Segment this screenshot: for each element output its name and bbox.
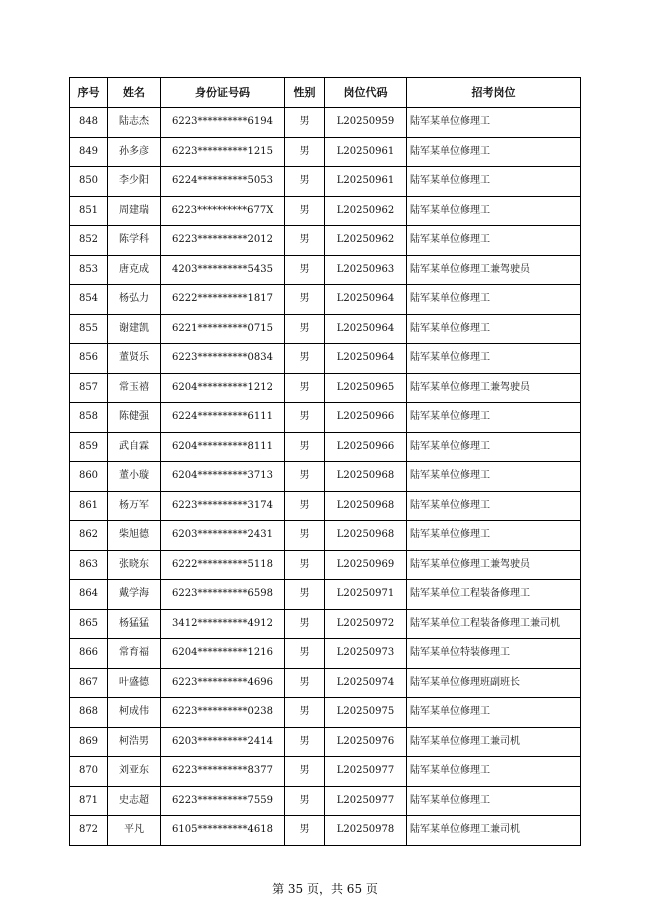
cell-position: 陆军某单位修理工 xyxy=(407,344,581,374)
cell-index: 848 xyxy=(70,108,108,138)
cell-name: 平凡 xyxy=(108,816,161,846)
cell-gender: 男 xyxy=(285,550,325,580)
cell-position: 陆军某单位修理工 xyxy=(407,403,581,433)
cell-gender: 男 xyxy=(285,137,325,167)
cell-name: 唐克成 xyxy=(108,255,161,285)
cell-id-number: 6223**********0834 xyxy=(161,344,285,374)
cell-gender: 男 xyxy=(285,786,325,816)
header-name: 姓名 xyxy=(108,78,161,108)
cell-name: 常玉禧 xyxy=(108,373,161,403)
page-footer: 第 35 页，共 65 页 xyxy=(272,882,378,896)
cell-name: 杨猛猛 xyxy=(108,609,161,639)
cell-gender: 男 xyxy=(285,314,325,344)
cell-position-code: L20250959 xyxy=(325,108,407,138)
cell-gender: 男 xyxy=(285,432,325,462)
table-row xyxy=(70,432,581,462)
cell-id-number: 6223**********2012 xyxy=(161,226,285,256)
table-row xyxy=(70,344,581,374)
table-row xyxy=(70,550,581,580)
cell-index: 869 xyxy=(70,727,108,757)
cell-position: 陆军某单位工程装备修理工兼司机 xyxy=(407,609,581,639)
cell-position: 陆军某单位修理工 xyxy=(407,491,581,521)
header-gender: 性别 xyxy=(285,78,325,108)
cell-gender: 男 xyxy=(285,196,325,226)
cell-position-code: L20250966 xyxy=(325,403,407,433)
cell-index: 863 xyxy=(70,550,108,580)
cell-index: 857 xyxy=(70,373,108,403)
cell-position-code: L20250968 xyxy=(325,491,407,521)
cell-position-code: L20250968 xyxy=(325,462,407,492)
table-row xyxy=(70,668,581,698)
cell-position: 陆军某单位修理工 xyxy=(407,757,581,787)
cell-position: 陆军某单位修理工 xyxy=(407,786,581,816)
cell-index: 852 xyxy=(70,226,108,256)
cell-gender: 男 xyxy=(285,403,325,433)
cell-name: 刘亚东 xyxy=(108,757,161,787)
cell-position: 陆军某单位修理工 xyxy=(407,108,581,138)
cell-position-code: L20250969 xyxy=(325,550,407,580)
cell-id-number: 6222**********1817 xyxy=(161,285,285,315)
table-row xyxy=(70,816,581,846)
cell-id-number: 6224**********5053 xyxy=(161,167,285,197)
cell-index: 851 xyxy=(70,196,108,226)
cell-position-code: L20250977 xyxy=(325,757,407,787)
cell-position: 陆军某单位修理工 xyxy=(407,137,581,167)
cell-name: 孙多彦 xyxy=(108,137,161,167)
cell-position: 陆军某单位修理工兼司机 xyxy=(407,727,581,757)
header-position: 招考岗位 xyxy=(407,78,581,108)
cell-position: 陆军某单位修理工兼驾驶员 xyxy=(407,550,581,580)
cell-gender: 男 xyxy=(285,639,325,669)
cell-position: 陆军某单位修理工兼驾驶员 xyxy=(407,255,581,285)
cell-index: 862 xyxy=(70,521,108,551)
cell-gender: 男 xyxy=(285,609,325,639)
cell-id-number: 6223**********4696 xyxy=(161,668,285,698)
table-row xyxy=(70,757,581,787)
cell-id-number: 6203**********2414 xyxy=(161,727,285,757)
cell-index: 867 xyxy=(70,668,108,698)
table-row xyxy=(70,580,581,610)
cell-name: 董贤乐 xyxy=(108,344,161,374)
cell-id-number: 6223**********677X xyxy=(161,196,285,226)
cell-index: 861 xyxy=(70,491,108,521)
cell-gender: 男 xyxy=(285,580,325,610)
cell-gender: 男 xyxy=(285,757,325,787)
cell-gender: 男 xyxy=(285,491,325,521)
cell-position: 陆军某单位修理班副班长 xyxy=(407,668,581,698)
cell-name: 董小璇 xyxy=(108,462,161,492)
cell-position-code: L20250965 xyxy=(325,373,407,403)
cell-id-number: 6223**********1215 xyxy=(161,137,285,167)
cell-gender: 男 xyxy=(285,255,325,285)
table-row xyxy=(70,698,581,728)
table-header-row xyxy=(70,78,581,108)
cell-name: 史志超 xyxy=(108,786,161,816)
cell-id-number: 3412**********4912 xyxy=(161,609,285,639)
cell-gender: 男 xyxy=(285,108,325,138)
cell-name: 杨万军 xyxy=(108,491,161,521)
cell-position: 陆军某单位修理工 xyxy=(407,314,581,344)
cell-position-code: L20250961 xyxy=(325,167,407,197)
table-row xyxy=(70,108,581,138)
cell-name: 武自霖 xyxy=(108,432,161,462)
cell-position: 陆军某单位修理工兼驾驶员 xyxy=(407,373,581,403)
cell-gender: 男 xyxy=(285,226,325,256)
table-row xyxy=(70,727,581,757)
cell-position: 陆军某单位修理工 xyxy=(407,285,581,315)
cell-name: 陈学科 xyxy=(108,226,161,256)
table-row xyxy=(70,521,581,551)
cell-position: 陆军某单位修理工 xyxy=(407,432,581,462)
cell-gender: 男 xyxy=(285,285,325,315)
cell-id-number: 6203**********2431 xyxy=(161,521,285,551)
cell-name: 柴旭德 xyxy=(108,521,161,551)
table-row xyxy=(70,491,581,521)
cell-position-code: L20250976 xyxy=(325,727,407,757)
cell-position-code: L20250961 xyxy=(325,137,407,167)
table-row xyxy=(70,255,581,285)
table-row xyxy=(70,462,581,492)
cell-id-number: 6222**********5118 xyxy=(161,550,285,580)
cell-name: 周建瑞 xyxy=(108,196,161,226)
cell-position-code: L20250972 xyxy=(325,609,407,639)
table-row xyxy=(70,609,581,639)
cell-gender: 男 xyxy=(285,373,325,403)
table-row xyxy=(70,137,581,167)
cell-gender: 男 xyxy=(285,167,325,197)
cell-gender: 男 xyxy=(285,462,325,492)
cell-position-code: L20250968 xyxy=(325,521,407,551)
cell-position: 陆军某单位修理工 xyxy=(407,698,581,728)
cell-id-number: 6221**********0715 xyxy=(161,314,285,344)
cell-gender: 男 xyxy=(285,521,325,551)
table-row xyxy=(70,403,581,433)
cell-id-number: 6223**********6598 xyxy=(161,580,285,610)
cell-id-number: 6204**********3713 xyxy=(161,462,285,492)
table-row xyxy=(70,167,581,197)
cell-position-code: L20250964 xyxy=(325,314,407,344)
cell-name: 谢建凯 xyxy=(108,314,161,344)
cell-name: 李少阳 xyxy=(108,167,161,197)
cell-position-code: L20250962 xyxy=(325,226,407,256)
cell-position-code: L20250966 xyxy=(325,432,407,462)
cell-id-number: 6224**********6111 xyxy=(161,403,285,433)
cell-index: 850 xyxy=(70,167,108,197)
cell-position: 陆军某单位修理工 xyxy=(407,196,581,226)
cell-position-code: L20250975 xyxy=(325,698,407,728)
cell-gender: 男 xyxy=(285,698,325,728)
cell-index: 856 xyxy=(70,344,108,374)
table-row xyxy=(70,639,581,669)
table-row xyxy=(70,314,581,344)
cell-position-code: L20250977 xyxy=(325,786,407,816)
cell-position: 陆军某单位修理工 xyxy=(407,521,581,551)
table-row xyxy=(70,373,581,403)
cell-gender: 男 xyxy=(285,668,325,698)
cell-gender: 男 xyxy=(285,344,325,374)
cell-position-code: L20250964 xyxy=(325,285,407,315)
cell-position: 陆军某单位修理工 xyxy=(407,167,581,197)
cell-name: 张晓东 xyxy=(108,550,161,580)
cell-index: 864 xyxy=(70,580,108,610)
cell-index: 853 xyxy=(70,255,108,285)
cell-position-code: L20250962 xyxy=(325,196,407,226)
cell-id-number: 6223**********6194 xyxy=(161,108,285,138)
cell-id-number: 6223**********0238 xyxy=(161,698,285,728)
cell-name: 戴学海 xyxy=(108,580,161,610)
cell-index: 868 xyxy=(70,698,108,728)
cell-gender: 男 xyxy=(285,816,325,846)
cell-index: 865 xyxy=(70,609,108,639)
cell-index: 871 xyxy=(70,786,108,816)
cell-position-code: L20250971 xyxy=(325,580,407,610)
cell-position-code: L20250973 xyxy=(325,639,407,669)
cell-position-code: L20250964 xyxy=(325,344,407,374)
cell-name: 陆志杰 xyxy=(108,108,161,138)
cell-position: 陆军某单位修理工 xyxy=(407,462,581,492)
cell-position: 陆军某单位修理工 xyxy=(407,226,581,256)
table-row xyxy=(70,786,581,816)
cell-id-number: 4203**********5435 xyxy=(161,255,285,285)
cell-name: 陈健强 xyxy=(108,403,161,433)
table-body xyxy=(70,108,581,846)
cell-position: 陆军某单位工程装备修理工 xyxy=(407,580,581,610)
cell-id-number: 6105**********4618 xyxy=(161,816,285,846)
cell-id-number: 6204**********1216 xyxy=(161,639,285,669)
cell-position: 陆军某单位修理工兼司机 xyxy=(407,816,581,846)
header-index: 序号 xyxy=(70,78,108,108)
cell-id-number: 6223**********8377 xyxy=(161,757,285,787)
cell-name: 叶盛德 xyxy=(108,668,161,698)
cell-position-code: L20250978 xyxy=(325,816,407,846)
cell-name: 常育福 xyxy=(108,639,161,669)
cell-gender: 男 xyxy=(285,727,325,757)
cell-index: 872 xyxy=(70,816,108,846)
cell-index: 855 xyxy=(70,314,108,344)
cell-name: 杨弘力 xyxy=(108,285,161,315)
cell-index: 849 xyxy=(70,137,108,167)
table-row xyxy=(70,285,581,315)
roster-table xyxy=(69,77,581,846)
cell-id-number: 6223**********7559 xyxy=(161,786,285,816)
cell-index: 866 xyxy=(70,639,108,669)
cell-index: 859 xyxy=(70,432,108,462)
cell-id-number: 6204**********1212 xyxy=(161,373,285,403)
cell-position-code: L20250963 xyxy=(325,255,407,285)
cell-position-code: L20250974 xyxy=(325,668,407,698)
cell-id-number: 6223**********3174 xyxy=(161,491,285,521)
cell-name: 柯浩男 xyxy=(108,727,161,757)
cell-index: 860 xyxy=(70,462,108,492)
table-row xyxy=(70,196,581,226)
cell-position: 陆军某单位特装修理工 xyxy=(407,639,581,669)
cell-id-number: 6204**********8111 xyxy=(161,432,285,462)
header-position-code: 岗位代码 xyxy=(325,78,407,108)
cell-index: 858 xyxy=(70,403,108,433)
cell-index: 870 xyxy=(70,757,108,787)
table-row xyxy=(70,226,581,256)
cell-name: 柯成伟 xyxy=(108,698,161,728)
cell-index: 854 xyxy=(70,285,108,315)
header-id-number: 身份证号码 xyxy=(161,78,285,108)
